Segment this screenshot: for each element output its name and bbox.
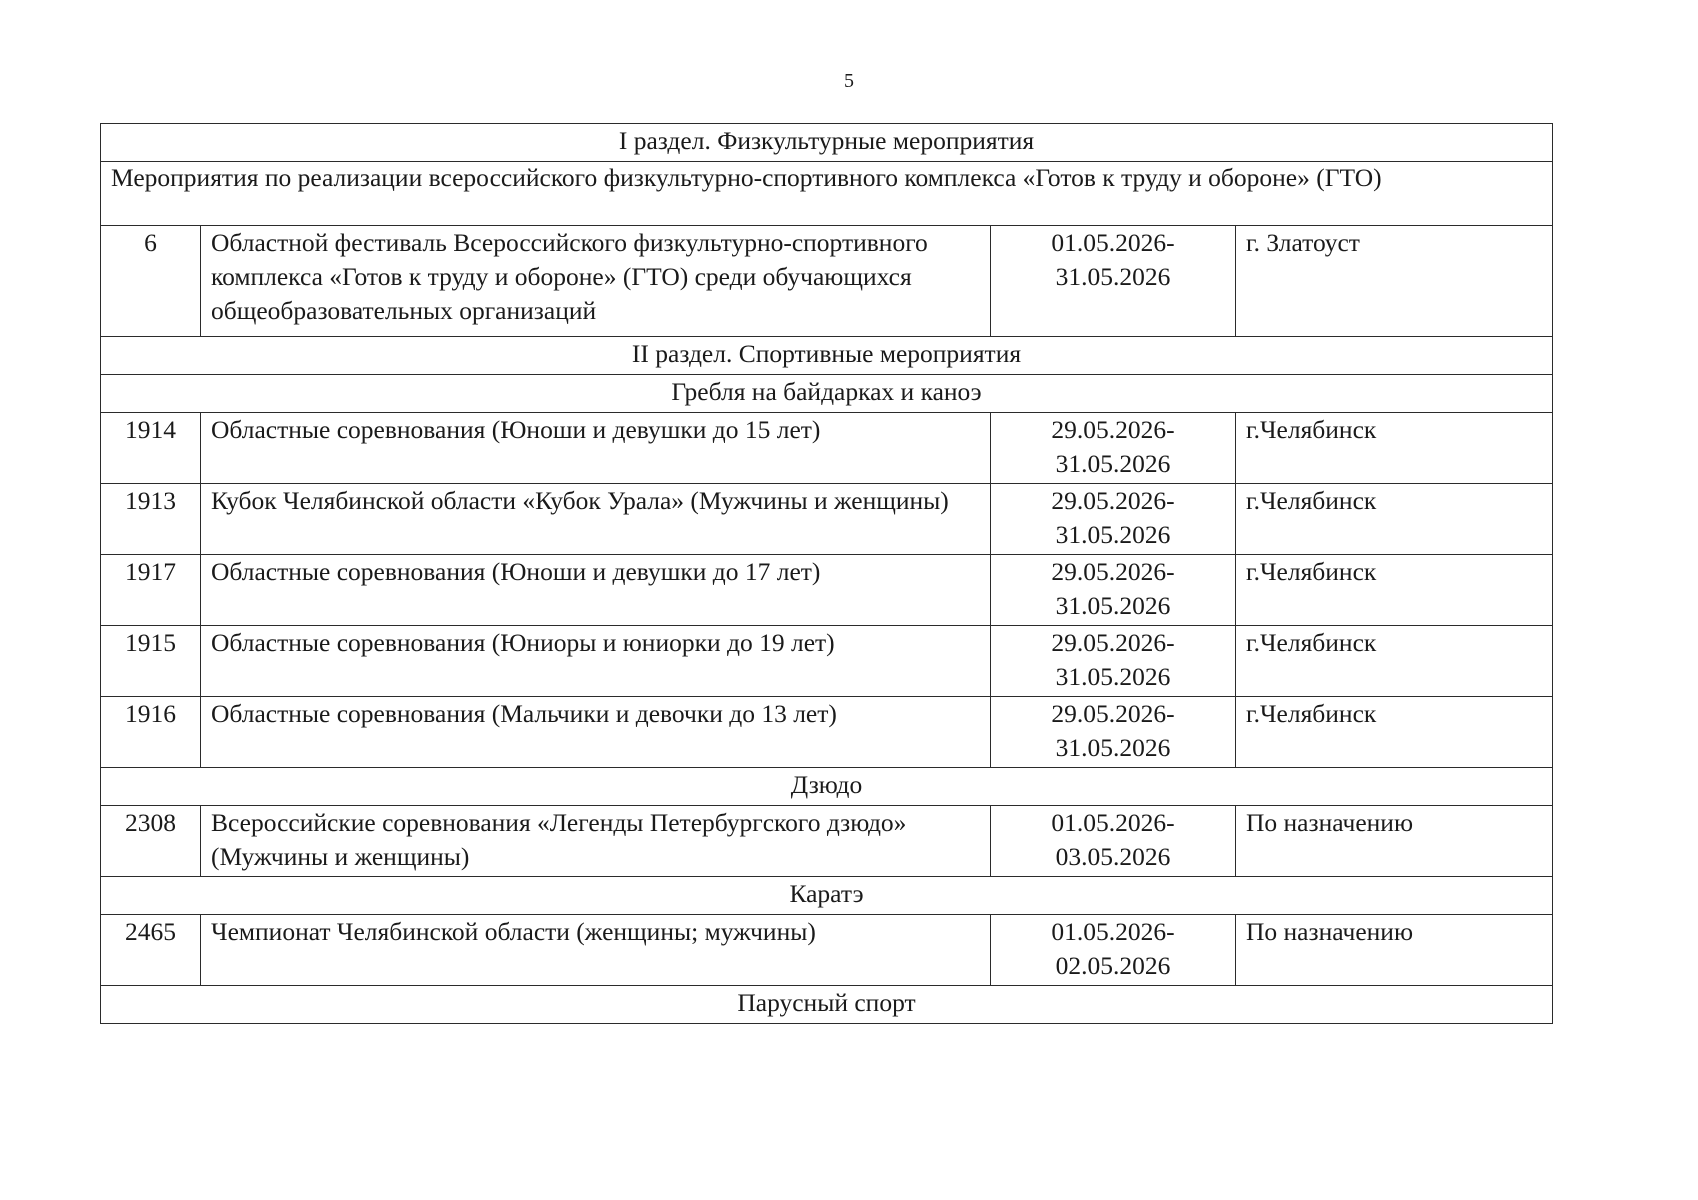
- date-to: 02.05.2026: [1055, 951, 1171, 980]
- table-row: [101, 555, 1553, 626]
- date-from: 29.05.2026-: [1051, 415, 1175, 444]
- event-place: г.Челябинск: [1236, 555, 1553, 626]
- event-dates: [991, 626, 1236, 697]
- event-title: Областные соревнования (Юниоры и юниорки до 19 лет): [201, 626, 991, 697]
- section-row: [101, 986, 1553, 1024]
- section-row: [101, 768, 1553, 806]
- event-number: 2308: [101, 806, 201, 877]
- event-place: г.Челябинск: [1236, 697, 1553, 768]
- event-number: 1914: [101, 413, 201, 484]
- event-place: По назначению: [1236, 915, 1553, 986]
- event-title: Чемпионат Челябинской области (женщины; мужчины): [201, 915, 991, 986]
- events-table: [100, 123, 1553, 1024]
- sport-title: Дзюдо: [101, 768, 1553, 806]
- table-row: [101, 226, 1553, 337]
- date-to: 31.05.2026: [1055, 449, 1171, 478]
- section-row: [101, 375, 1553, 413]
- section-row: [101, 877, 1553, 915]
- table-row: [101, 626, 1553, 697]
- date-to: 31.05.2026: [1055, 591, 1171, 620]
- date-to: 31.05.2026: [1055, 262, 1171, 291]
- event-title: Областные соревнования (Юноши и девушки до 17 лет): [201, 555, 991, 626]
- section-title: I раздел. Физкультурные мероприятия: [101, 124, 1553, 162]
- date-from: 29.05.2026-: [1051, 486, 1175, 515]
- event-title: Кубок Челябинской области «Кубок Урала» (Мужчины и женщины): [201, 484, 991, 555]
- event-title: Областные соревнования (Юноши и девушки до 15 лет): [201, 413, 991, 484]
- date-from: 01.05.2026-: [1051, 228, 1175, 257]
- date-from: 29.05.2026-: [1051, 699, 1175, 728]
- subsection-row: [101, 162, 1553, 226]
- date-from: 29.05.2026-: [1051, 557, 1175, 586]
- event-number: 2465: [101, 915, 201, 986]
- event-place: г.Челябинск: [1236, 413, 1553, 484]
- subsection-title: Мероприятия по реализации всероссийского физкультурно-спортивного комплекса «Готов к труду и обороне» (ГТО): [101, 162, 1553, 226]
- event-place: По назначению: [1236, 806, 1553, 877]
- date-from: 29.05.2026-: [1051, 628, 1175, 657]
- event-title: Областные соревнования (Мальчики и девочки до 13 лет): [201, 697, 991, 768]
- event-number: 1916: [101, 697, 201, 768]
- event-number: 6: [101, 226, 201, 337]
- event-dates: [991, 484, 1236, 555]
- event-dates: [991, 806, 1236, 877]
- date-from: 01.05.2026-: [1051, 808, 1175, 837]
- event-number: 1915: [101, 626, 201, 697]
- event-dates: [991, 697, 1236, 768]
- date-from: 01.05.2026-: [1051, 917, 1175, 946]
- event-place: г. Златоуст: [1236, 226, 1553, 337]
- page-number: 5: [844, 70, 854, 92]
- sport-title: Парусный спорт: [101, 986, 1553, 1024]
- event-place: г.Челябинск: [1236, 626, 1553, 697]
- section-row: [101, 337, 1553, 375]
- event-dates: [991, 915, 1236, 986]
- date-to: 31.05.2026: [1055, 662, 1171, 691]
- table-row: [101, 484, 1553, 555]
- table-row: [101, 413, 1553, 484]
- sport-title: Каратэ: [101, 877, 1553, 915]
- event-dates: [991, 413, 1236, 484]
- table-row: [101, 915, 1553, 986]
- section-row: [101, 124, 1553, 162]
- date-to: 03.05.2026: [1055, 842, 1171, 871]
- section-title: II раздел. Спортивные мероприятия: [101, 337, 1553, 375]
- event-title: Всероссийские соревнования «Легенды Петербургского дзюдо» (Мужчины и женщины): [201, 806, 991, 877]
- event-title: Областной фестиваль Всероссийского физкультурно-спортивного комплекса «Готов к труду и обороне» (ГТО) среди обучающихся общеобразовательных организаций: [201, 226, 991, 337]
- event-place: г.Челябинск: [1236, 484, 1553, 555]
- event-number: 1913: [101, 484, 201, 555]
- date-to: 31.05.2026: [1055, 733, 1171, 762]
- table-row: [101, 697, 1553, 768]
- table-row: [101, 806, 1553, 877]
- date-to: 31.05.2026: [1055, 520, 1171, 549]
- event-number: 1917: [101, 555, 201, 626]
- event-dates: [991, 555, 1236, 626]
- sport-title: Гребля на байдарках и каноэ: [101, 375, 1553, 413]
- event-dates: [991, 226, 1236, 337]
